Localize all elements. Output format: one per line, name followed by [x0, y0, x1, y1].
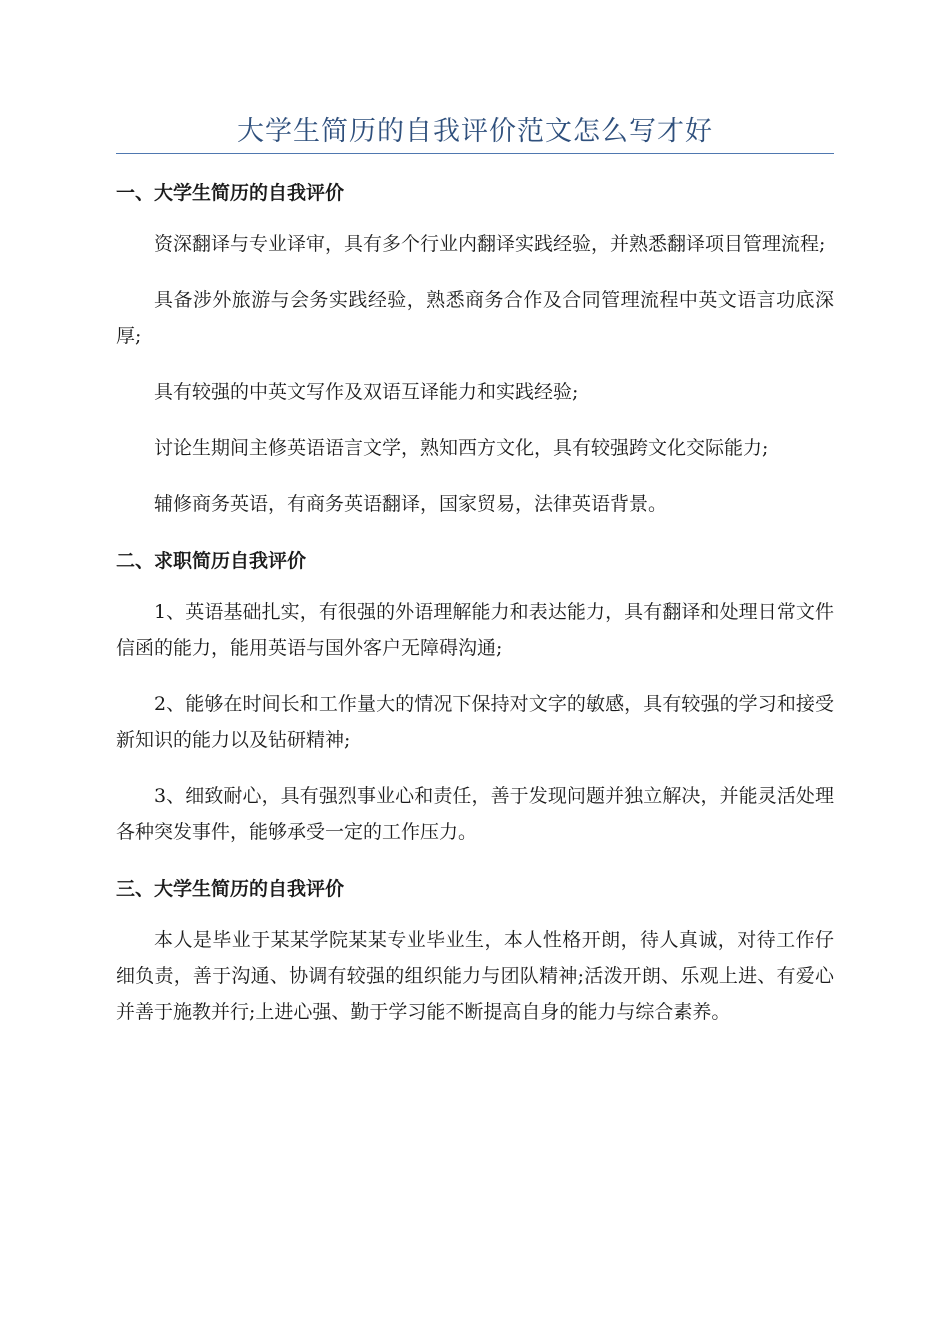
section-3 — [116, 874, 834, 1030]
paragraph: 具有较强的中英文写作及双语互译能力和实践经验; — [154, 381, 579, 403]
paragraph: 本人是毕业于某某学院某某专业毕业生，本人性格开朗，待人真诚，对待工作仔细负责，善于沟通、协调有较强的组织能力与团队精神;活泼开朗、乐观上进、有爱心并善于施教并行;上进心强、勤于学习能不断提高自身的能力与综合素养。 — [116, 929, 834, 1023]
section-heading: 一、大学生简历的自我评价 — [116, 182, 345, 204]
paragraph: 1、英语基础扎实，有很强的外语理解能力和表达能力，具有翻译和处理日常文件信函的能力，能用英语与国外客户无障碍沟通; — [116, 601, 834, 659]
paragraph: 3、细致耐心，具有强烈事业心和责任，善于发现问题并独立解决，并能灵活处理各种突发事件，能够承受一定的工作压力。 — [116, 785, 834, 843]
paragraph: 具备涉外旅游与会务实践经验，熟悉商务合作及合同管理流程中英文语言功底深厚; — [116, 289, 834, 347]
section-1 — [116, 178, 834, 522]
paragraph: 讨论生期间主修英语语言文学，熟知西方文化，具有较强跨文化交际能力; — [154, 437, 769, 459]
document-title: 大学生简历的自我评价范文怎么写才好 — [116, 112, 834, 154]
paragraph: 2、能够在时间长和工作量大的情况下保持对文字的敏感，具有较强的学习和接受新知识的能力以及钻研精神; — [116, 693, 834, 751]
paragraph: 辅修商务英语，有商务英语翻译，国家贸易，法律英语背景。 — [154, 493, 668, 515]
section-heading: 三、大学生简历的自我评价 — [116, 878, 345, 900]
section-heading: 二、求职简历自我评价 — [116, 550, 307, 572]
section-2 — [116, 546, 834, 850]
paragraph: 资深翻译与专业译审，具有多个行业内翻译实践经验，并熟悉翻译项目管理流程; — [154, 233, 826, 255]
document-page — [116, 112, 834, 1030]
